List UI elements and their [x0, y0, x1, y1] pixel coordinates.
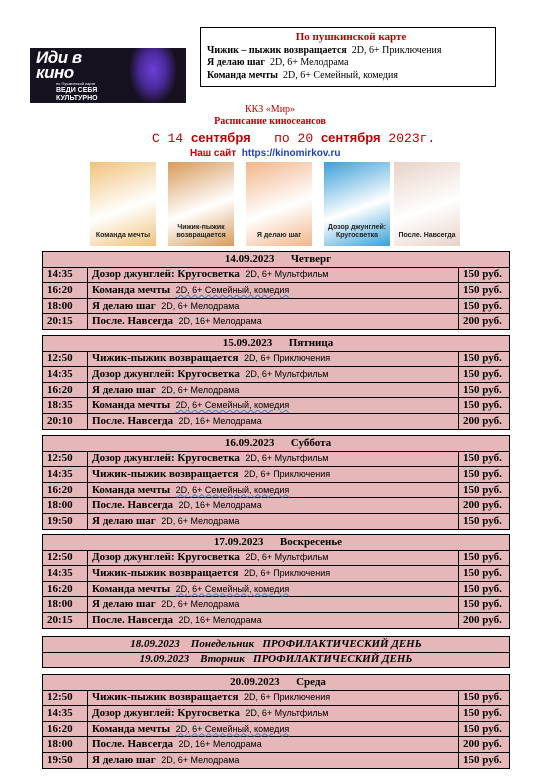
session-time: 20:10 [43, 413, 88, 429]
banner-line1b: кино [36, 63, 74, 82]
session-price: 200 руб. [459, 612, 510, 628]
session-price: 150 руб. [459, 566, 510, 582]
session-price: 150 руб. [459, 550, 510, 566]
pushkin-card-banner [30, 48, 186, 111]
session-info: 2D, 6+ Мелодрама [161, 384, 240, 395]
session-price: 150 руб. [459, 267, 510, 283]
schedule-title: Расписание киносеансов [214, 116, 326, 127]
session-price: 200 руб. [459, 314, 510, 330]
day-date: 14.09.2023 [224, 252, 275, 265]
session-row [43, 267, 510, 283]
session-info: 2D, 16+ Мелодрама [178, 316, 262, 327]
session-time: 14:35 [43, 467, 88, 483]
session-row [43, 581, 510, 597]
session-time: 12:50 [43, 351, 88, 367]
session-movie: После. Навсегда 2D, 16+ Мелодрама [88, 314, 459, 330]
session-price: 150 руб. [459, 367, 510, 383]
session-time: 12:50 [43, 451, 88, 467]
session-info: 2D, 6+ Мелодрама [161, 599, 240, 610]
session-info: 2D, 6+ Мелодрама [161, 515, 240, 526]
session-movie: Дозор джунглей: Кругосветка 2D, 6+ Мультфильм [88, 267, 459, 283]
session-price: 150 руб. [459, 706, 510, 722]
session-price: 150 руб. [459, 597, 510, 613]
movie-poster-image [394, 162, 460, 246]
session-row [43, 498, 510, 514]
session-row [43, 597, 510, 613]
session-movie: После. Навсегда 2D, 16+ Мелодрама [88, 612, 459, 628]
session-movie: Я делаю шаг 2D, 6+ Мелодрама [88, 382, 459, 398]
session-price: 150 руб. [459, 581, 510, 597]
session-movie: После. Навсегда 2D, 16+ Мелодрама [88, 737, 459, 753]
session-price: 150 руб. [459, 513, 510, 529]
day-table [42, 251, 510, 330]
session-info: 2D, 6+ Мелодрама [161, 754, 240, 765]
poster-title: Чижик-пыжик возвращается [176, 224, 226, 239]
session-info: 2D, 6+ Семейный, комедия [175, 400, 290, 411]
banner-line1: Иди в [36, 48, 82, 67]
session-movie: Чижик-пыжик возвращается 2D, 6+ Приключения [88, 566, 459, 582]
day-header-row [43, 675, 510, 691]
session-time: 16:20 [43, 283, 88, 299]
session-price: 150 руб. [459, 351, 510, 367]
session-price: 150 руб. [459, 382, 510, 398]
poster-strip [90, 162, 472, 246]
poster-title: Команда мечты [95, 232, 151, 239]
day-date: 17.09.2023 [213, 535, 264, 548]
session-info: 2D, 16+ Мелодрама [178, 614, 262, 625]
session-info: 2D, 6+ Приключения [243, 567, 331, 578]
session-info: 2D, 6+ Приключения [243, 353, 331, 364]
session-time: 14:35 [43, 566, 88, 582]
pushkin-card-box [200, 27, 496, 87]
session-row [43, 566, 510, 582]
pushkin-row: Команда мечты 2D, 6+ Семейный, комедия [207, 69, 398, 81]
session-row [43, 706, 510, 722]
banner-line3a: ВЕДИ СЕБЯ [56, 87, 98, 94]
session-movie: Чижик-пыжик возвращается 2D, 6+ Приключения [88, 690, 459, 706]
day-header-row [43, 336, 510, 352]
movie-poster-image [90, 162, 156, 246]
pushkin-title: По пушкинской карте [295, 31, 407, 43]
session-info: 2D, 16+ Мелодрама [178, 739, 262, 750]
session-movie: Дозор джунглей: Кругосветка 2D, 6+ Мультфильм [88, 367, 459, 383]
poster-title: Я делаю шаг [256, 232, 302, 239]
session-time: 14:35 [43, 706, 88, 722]
session-info: 2D, 6+ Семейный, комедия [175, 723, 290, 734]
session-row [43, 482, 510, 498]
session-info: 2D, 6+ Мелодрама [161, 300, 240, 311]
session-row [43, 550, 510, 566]
day-date: 16.09.2023 [224, 436, 275, 449]
session-row [43, 413, 510, 429]
session-time: 18:00 [43, 298, 88, 314]
session-movie: Дозор джунглей: Кругосветка 2D, 6+ Мультфильм [88, 451, 459, 467]
session-time: 16:20 [43, 581, 88, 597]
poster-title: После. Навсегда [398, 232, 456, 239]
session-price: 200 руб. [459, 498, 510, 514]
session-row [43, 752, 510, 768]
session-movie: Команда мечты 2D, 6+ Семейный, комедия [88, 283, 459, 299]
closed-day-row: 19.09.2023 Вторник ПРОФИЛАКТИЧЕСКИЙ ДЕНЬ [43, 652, 510, 668]
session-info: 2D, 6+ Приключения [243, 468, 331, 479]
day-header-row [43, 535, 510, 551]
session-movie: Чижик-пыжик возвращается 2D, 6+ Приключения [88, 351, 459, 367]
session-price: 150 руб. [459, 283, 510, 299]
session-movie: Команда мечты 2D, 6+ Семейный, комедия [88, 482, 459, 498]
session-movie: После. Навсегда 2D, 16+ Мелодрама [88, 498, 459, 514]
session-row [43, 513, 510, 529]
closed-day-row: 18.09.2023 Понедельник ПРОФИЛАКТИЧЕСКИЙ ДЕНЬ [43, 637, 510, 653]
day-table [42, 674, 510, 769]
session-time: 20:15 [43, 612, 88, 628]
session-price: 150 руб. [459, 467, 510, 483]
movie-poster-image [168, 162, 234, 246]
day-weekday: Суббота [290, 436, 332, 449]
day-table [42, 335, 510, 430]
session-info: 2D, 6+ Мультфильм [245, 707, 329, 718]
session-price: 150 руб. [459, 752, 510, 768]
session-movie: Дозор джунглей: Кругосветка 2D, 6+ Мультфильм [88, 706, 459, 722]
session-time: 16:20 [43, 721, 88, 737]
session-movie: Дозор джунглей: Кругосветка 2D, 6+ Мультфильм [88, 550, 459, 566]
day-date: 20.09.2023 [230, 675, 280, 688]
banner-line3b: КУЛЬТУРНО [56, 94, 98, 102]
session-movie: Я делаю шаг 2D, 6+ Мелодрама [88, 597, 459, 613]
session-info: 2D, 6+ Семейный, комедия [175, 284, 290, 295]
session-row [43, 690, 510, 706]
date-range: С 14 сентября по 20 сентября 2023г. [152, 130, 436, 146]
day-table [42, 435, 510, 530]
session-time: 16:20 [43, 482, 88, 498]
day-table [42, 534, 510, 629]
session-time: 18:00 [43, 737, 88, 753]
session-price: 150 руб. [459, 451, 510, 467]
session-time: 18:35 [43, 398, 88, 414]
site-link[interactable]: https://kinomirkov.ru [241, 148, 341, 159]
session-info: 2D, 6+ Мультфильм [245, 453, 329, 464]
session-price: 150 руб. [459, 690, 510, 706]
session-time: 14:35 [43, 267, 88, 283]
pushkin-row: Чижик – пыжик возвращается 2D, 6+ Приключения [207, 44, 442, 56]
session-info: 2D, 6+ Семейный, комедия [175, 583, 290, 594]
session-row [43, 467, 510, 483]
session-price: 150 руб. [459, 721, 510, 737]
session-info: 2D, 6+ Семейный, комедия [175, 484, 290, 495]
session-row [43, 398, 510, 414]
session-time: 18:00 [43, 498, 88, 514]
session-time: 12:50 [43, 690, 88, 706]
day-header-row [43, 252, 510, 268]
session-row [43, 351, 510, 367]
session-info: 2D, 16+ Мелодрама [178, 500, 262, 511]
session-row [43, 737, 510, 753]
session-movie: Я делаю шаг 2D, 6+ Мелодрама [88, 513, 459, 529]
pushkin-row: Я делаю шаг 2D, 6+ Мелодрама [207, 57, 349, 68]
session-movie: Команда мечты 2D, 6+ Семейный, комедия [88, 581, 459, 597]
session-row [43, 721, 510, 737]
session-row [43, 451, 510, 467]
session-movie: Чижик-пыжик возвращается 2D, 6+ Приключения [88, 467, 459, 483]
day-weekday: Четверг [290, 252, 332, 265]
session-row [43, 382, 510, 398]
session-movie: Команда мечты 2D, 6+ Семейный, комедия [88, 721, 459, 737]
session-time: 14:35 [43, 367, 88, 383]
day-weekday: Воскресенье [279, 535, 343, 548]
session-price: 200 руб. [459, 413, 510, 429]
day-weekday: Пятница [288, 336, 334, 349]
movie-poster-image [246, 162, 312, 246]
session-movie: Я делаю шаг 2D, 6+ Мелодрама [88, 298, 459, 314]
session-time: 20:15 [43, 314, 88, 330]
banner-line4: В КИНО ! [60, 102, 96, 111]
session-price: 150 руб. [459, 398, 510, 414]
session-row [43, 298, 510, 314]
session-row [43, 283, 510, 299]
poster-title: Дозор джунглей: Кругосветка [327, 224, 387, 239]
banner-text [36, 50, 132, 111]
session-movie: Я делаю шаг 2D, 6+ Мелодрама [88, 752, 459, 768]
session-time: 18:00 [43, 597, 88, 613]
session-info: 2D, 6+ Мультфильм [245, 269, 329, 280]
site-line [190, 148, 410, 159]
session-row [43, 314, 510, 330]
session-info: 2D, 16+ Мелодрама [178, 415, 262, 426]
session-info: 2D, 6+ Мультфильм [245, 368, 329, 379]
day-weekday: Среда [296, 675, 326, 688]
movie-poster-image [324, 162, 390, 246]
session-time: 19:50 [43, 752, 88, 768]
session-row [43, 612, 510, 628]
session-info: 2D, 6+ Мультфильм [245, 552, 329, 563]
session-movie: Команда мечты 2D, 6+ Семейный, комедия [88, 398, 459, 414]
closed-days-table [42, 636, 510, 668]
session-time: 12:50 [43, 550, 88, 566]
session-time: 16:20 [43, 382, 88, 398]
site-label: Наш сайт [190, 148, 237, 159]
session-row [43, 367, 510, 383]
session-info: 2D, 6+ Приключения [243, 692, 331, 703]
session-time: 19:50 [43, 513, 88, 529]
session-price: 150 руб. [459, 482, 510, 498]
session-movie: После. Навсегда 2D, 16+ Мелодрама [88, 413, 459, 429]
pushkin-figure-image [130, 48, 176, 103]
banner-line2: по Пушкинской карте [56, 81, 96, 86]
day-header-row [43, 436, 510, 452]
session-price: 150 руб. [459, 298, 510, 314]
session-price: 200 руб. [459, 737, 510, 753]
cinema-name: ККЗ «Мир» [244, 104, 296, 115]
day-date: 15.09.2023 [222, 336, 273, 349]
